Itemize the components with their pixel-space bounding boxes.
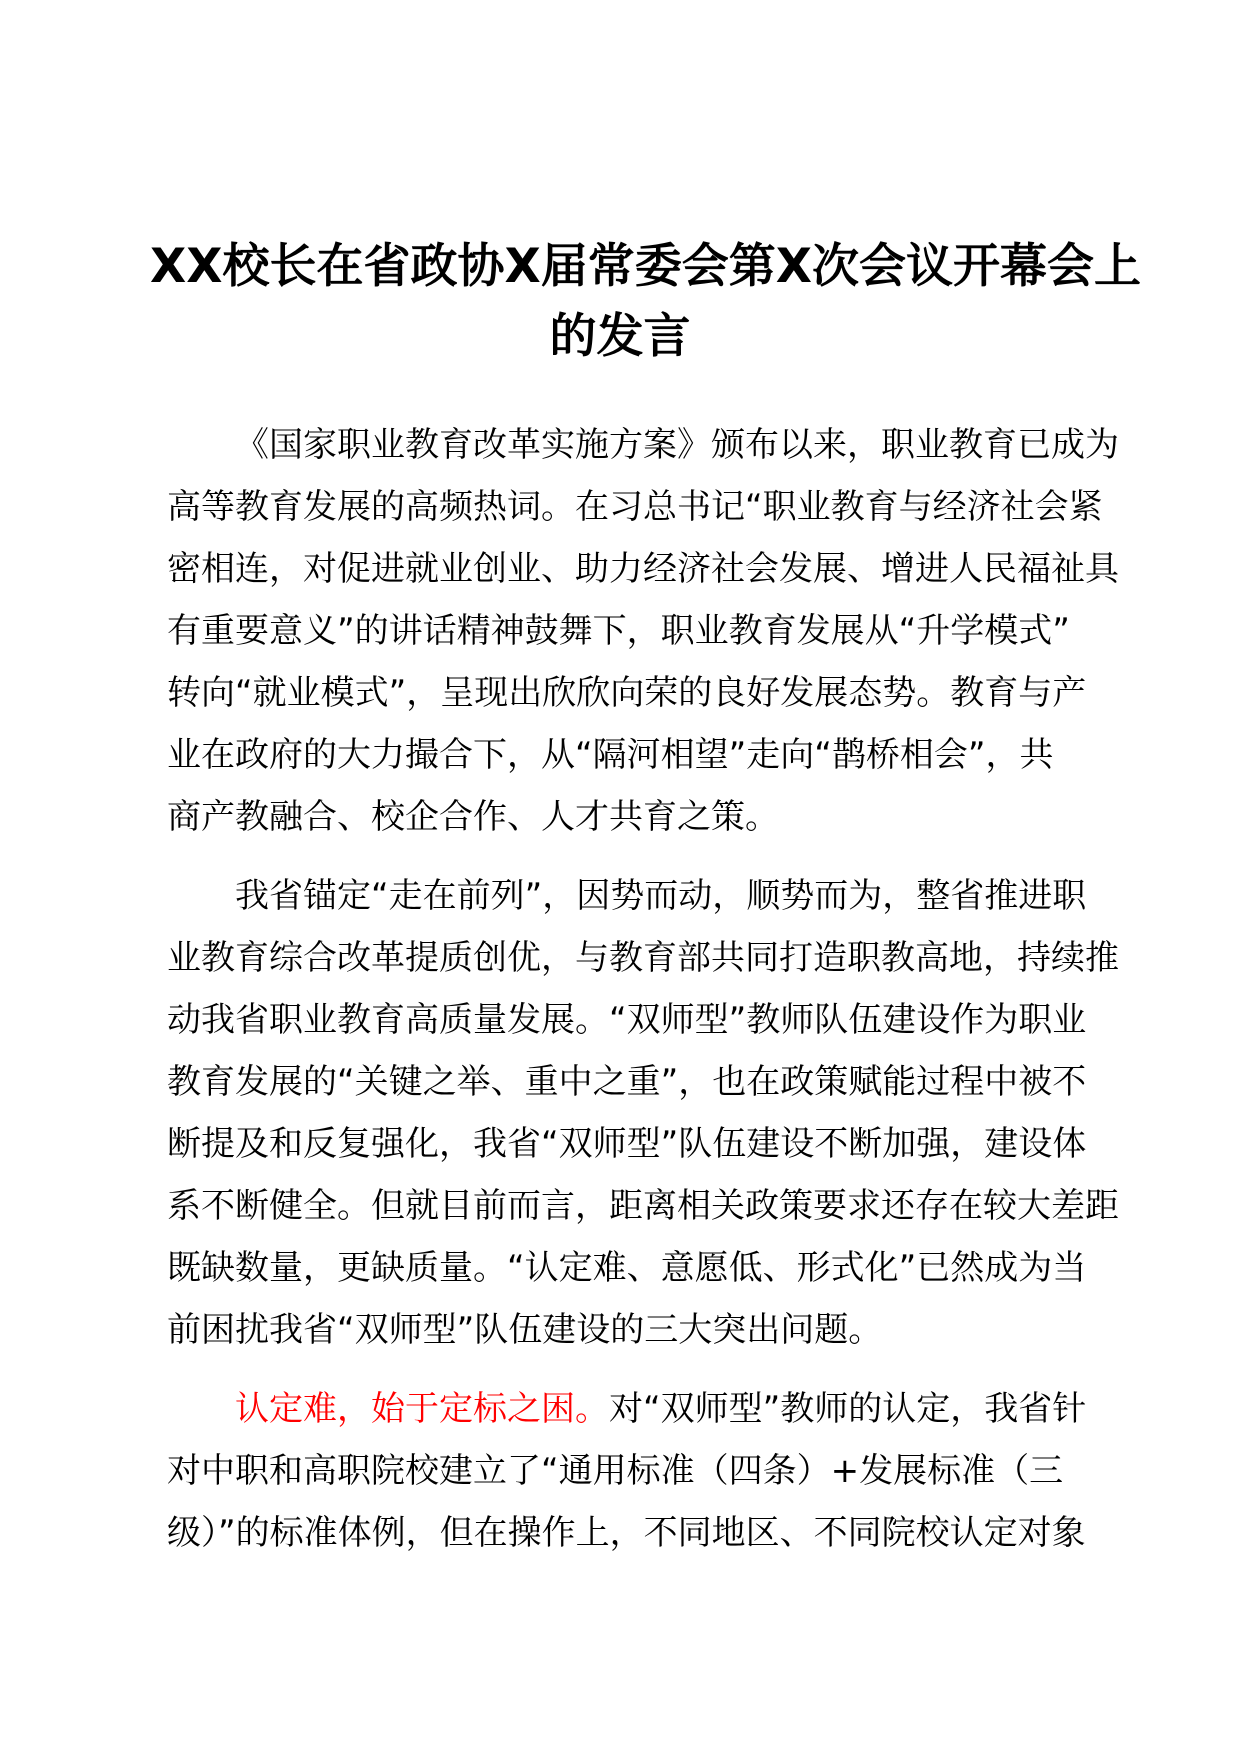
title-line-2: 的发言 [549,309,691,364]
paragraph-line: 高等教育发展的高频热词。在习总书记“职业教育与经济社会紧 [167,487,1103,527]
paragraph-line: 既缺数量，更缺质量。“认定难、意愿低、形式化”已然成为当 [167,1248,1087,1288]
paragraph-line: 有重要意义”的讲话精神鼓舞下，职业教育发展从“升学模式” [167,611,1070,651]
highlighted-heading: 认定难，始于定标之困。 [235,1389,609,1429]
paragraph-3 [167,1378,1097,1564]
paragraph-line: 密相连，对促进就业创业、助力经济社会发展、增进人民福祉具 [167,549,1119,589]
paragraph-line: 转向“就业模式”，呈现出欣欣向荣的良好发展态势。教育与产 [167,673,1087,713]
paragraph-first-line [167,1378,1097,1440]
paragraph-line: 商产教融合、校企合作、人才共育之策。 [167,797,779,837]
paragraph-line: 业在政府的大力撮合下，从“隔河相望”走向“鹊桥相会”，共 [167,735,1054,775]
paragraph-line: 我省锚定“走在前列”，因势而动，顺势而为，整省推进职 [235,876,1087,916]
paragraph-1 [167,414,1119,848]
title-line-1: XX校长在省政协X届常委会第X次会议开幕会上 [150,239,1141,294]
paragraph-line: 系不断健全。但就目前而言，距离相关政策要求还存在较大差距 [167,1186,1119,1226]
paragraph-line: 《国家职业教育改革实施方案》颁布以来，职业教育已成为 [235,425,1119,465]
document-title [150,232,1141,372]
paragraph-line-rest: 对“双师型”教师的认定，我省针 [609,1389,1087,1429]
paragraph-line: 级）”的标准体例，但在操作上，不同地区、不同院校认定对象 [167,1513,1086,1553]
paragraph-line: 业教育综合改革提质创优，与教育部共同打造职教高地，持续推 [167,938,1119,978]
document-body [167,414,1119,1581]
paragraph-line: 对中职和高职院校建立了“通用标准（四条）+发展标准（三 [167,1451,1064,1491]
paragraph-line: 断提及和反复强化，我省“双师型”队伍建设不断加强，建设体 [167,1124,1087,1164]
paragraph-line: 前困扰我省“双师型”队伍建设的三大突出问题。 [167,1310,883,1350]
paragraph-line: 动我省职业教育高质量发展。“双师型”教师队伍建设作为职业 [167,1000,1087,1040]
paragraph-2 [167,865,1119,1361]
paragraph-line: 教育发展的“关键之举、重中之重”，也在政策赋能过程中被不 [167,1062,1087,1102]
